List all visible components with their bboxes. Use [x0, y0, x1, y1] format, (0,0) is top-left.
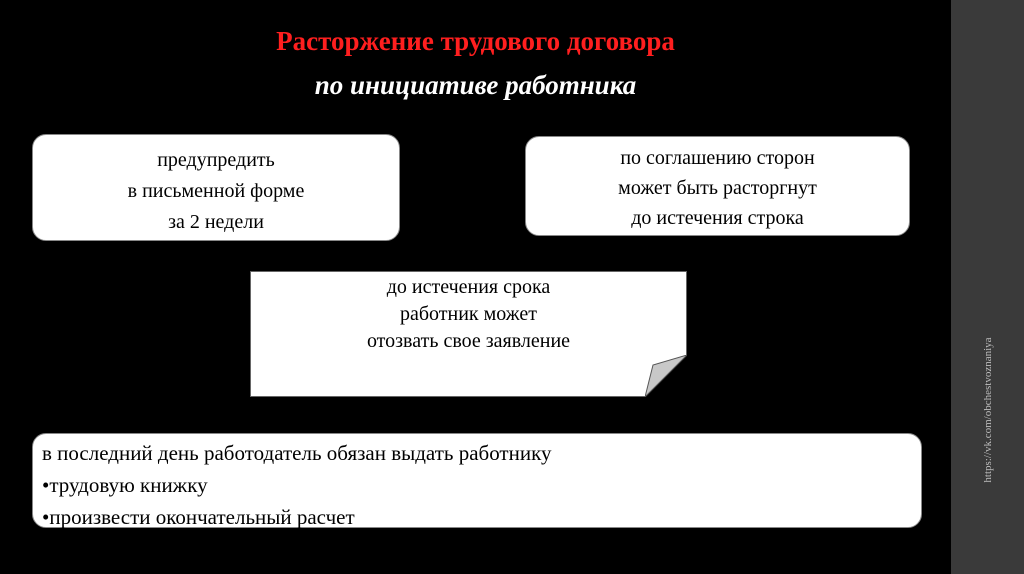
- last-day-line-2: •трудовую книжку: [42, 473, 208, 497]
- agreement-line-2: может быть расторгнут: [618, 177, 817, 199]
- folded-corner-icon: [645, 355, 687, 397]
- warning-line-3: за 2 недели: [168, 211, 264, 233]
- withdraw-line-1: до истечения срока: [386, 276, 551, 298]
- last-day-line-3: •произвести окончательный расчет: [42, 505, 355, 529]
- slide-subtitle: по инициативе работника: [314, 70, 637, 100]
- warning-line-2: в письменной форме: [127, 180, 305, 202]
- slide-title: Расторжение трудового договора: [276, 26, 675, 56]
- withdraw-note: [250, 271, 687, 397]
- warning-line-1: предупредить: [157, 149, 275, 171]
- warning-box: [32, 134, 400, 241]
- agreement-box: [525, 136, 910, 236]
- last-day-box: [32, 433, 922, 528]
- agreement-line-1: по соглашению сторон: [620, 147, 815, 169]
- last-day-line-1: в последний день работодатель обязан выдать работнику: [42, 441, 552, 465]
- side-rail: [951, 0, 1024, 574]
- watermark-link: https://vk.com/obchestvoznaniya: [982, 337, 994, 483]
- withdraw-line-3: отозвать свое заявление: [366, 330, 571, 352]
- withdraw-line-2: работник может: [400, 303, 537, 325]
- agreement-line-3: до истечения строка: [631, 207, 804, 229]
